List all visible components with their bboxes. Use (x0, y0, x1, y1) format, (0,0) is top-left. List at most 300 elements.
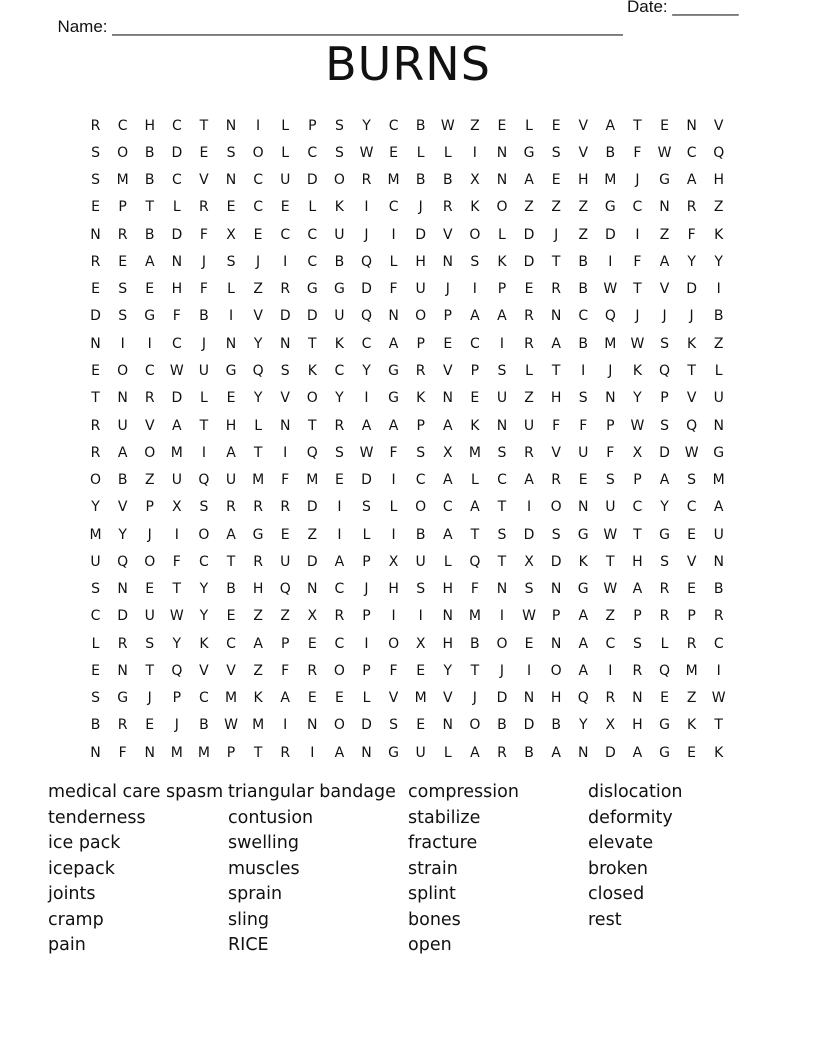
grid-letter: L (172, 199, 181, 216)
grid-letter: E (660, 690, 669, 707)
grid-letter: S (91, 581, 100, 598)
grid-letter: G (659, 526, 670, 543)
grid-letter: A (632, 581, 643, 598)
grid-letter: H (632, 717, 643, 734)
grid-letter: L (362, 526, 371, 543)
grid-letter: A (442, 526, 453, 543)
grid-letter: F (199, 281, 208, 298)
grid-letter: P (660, 390, 669, 407)
grid-letter: N (686, 117, 697, 134)
grid-letter: T (606, 553, 615, 570)
grid-letter: S (334, 144, 344, 161)
grid-row (82, 194, 732, 221)
grid-letter: K (199, 635, 209, 652)
grid-row (82, 521, 732, 548)
grid-letter: O (333, 662, 345, 679)
grid-letter: C (334, 581, 345, 598)
grid-letter: C (388, 199, 399, 216)
grid-letter: E (687, 526, 697, 543)
grid-letter: R (605, 690, 616, 707)
grid-letter: F (389, 281, 398, 298)
grid-letter: J (635, 172, 640, 189)
grid-letter: N (496, 581, 508, 598)
grid-letter: B (578, 253, 589, 270)
grid-letter: M (387, 172, 400, 189)
grid-letter: N (442, 253, 453, 270)
word-bank (48, 780, 768, 959)
grid-row (82, 412, 732, 439)
grid-letter: C (171, 117, 182, 134)
grid-letter: D (496, 690, 508, 707)
grid-letter: J (472, 690, 477, 707)
grid-letter: I (581, 363, 586, 380)
grid-letter: L (416, 144, 425, 161)
grid-letter: K (334, 199, 344, 216)
grid-letter: O (198, 526, 210, 543)
grid-letter: V (686, 553, 697, 570)
grid-letter: Z (253, 608, 263, 625)
grid-letter: C (442, 499, 453, 516)
grid-letter: O (415, 499, 427, 516)
grid-letter: O (550, 662, 562, 679)
grid-row (82, 357, 732, 384)
grid-letter: L (254, 417, 263, 434)
grid-letter: E (578, 472, 588, 489)
word-list-item: dislocation (588, 782, 683, 802)
grid-letter: N (577, 744, 589, 761)
grid-letter: N (90, 744, 101, 761)
grid-letter: I (391, 526, 396, 543)
grid-letter: N (307, 581, 318, 598)
grid-letter: F (199, 226, 208, 243)
word-list-item: triangular bandage (228, 782, 396, 802)
grid-letter: V (442, 363, 453, 380)
grid-letter: L (308, 199, 317, 216)
grid-letter: X (172, 499, 182, 516)
grid-letter: N (144, 744, 155, 761)
grid-letter: S (145, 635, 155, 652)
grid-letter: E (443, 335, 453, 352)
grid-letter: P (118, 199, 127, 216)
grid-letter: C (144, 363, 155, 380)
grid-letter: R (524, 444, 534, 461)
grid-letter: E (416, 717, 426, 734)
word-list-item: bones (408, 909, 461, 930)
grid-letter: P (172, 690, 182, 707)
grid-letter: U (523, 417, 535, 434)
grid-letter: Y (253, 335, 263, 352)
date-field-label: Date: _______ (627, 0, 739, 16)
grid-letter: Q (279, 581, 291, 598)
grid-letter: J (499, 662, 505, 679)
grid-letter: Y (253, 390, 263, 407)
grid-letter: I (364, 390, 369, 407)
word-list-item: medical care spasm (48, 782, 224, 802)
grid-letter: T (199, 417, 209, 434)
grid-letter: Z (144, 472, 155, 489)
grid-letter: T (172, 581, 182, 598)
grid-letter: Z (713, 199, 724, 216)
grid-letter: C (497, 472, 507, 489)
word-list-item: splint (408, 884, 456, 904)
grid-letter: A (659, 472, 670, 489)
grid-letter: R (280, 744, 291, 761)
grid-row (82, 221, 732, 248)
grid-letter: W (630, 335, 645, 352)
word-list-item: deformity (588, 807, 673, 828)
grid-letter: O (90, 472, 102, 489)
word-list-item: contusion (228, 807, 314, 828)
grid-letter: V (280, 390, 290, 407)
grid-letter: N (225, 172, 237, 189)
grid-letter: D (550, 553, 562, 570)
grid-letter: D (306, 499, 318, 516)
grid-letter: C (632, 199, 643, 216)
grid-letter: P (280, 635, 290, 652)
grid-letter: I (608, 253, 613, 270)
grid-letter: R (90, 417, 101, 434)
grid-letter: B (226, 581, 236, 598)
grid-letter: C (307, 253, 318, 270)
grid-letter: C (90, 608, 101, 625)
word-list-item: open (408, 935, 452, 955)
grid-letter: K (416, 390, 426, 407)
grid-letter: B (144, 144, 155, 161)
grid-letter: T (145, 662, 155, 679)
grid-letter: Z (253, 281, 263, 298)
grid-letter: H (225, 417, 237, 434)
grid-letter: T (551, 363, 561, 380)
grid-letter: B (415, 117, 426, 134)
grid-letter: E (470, 390, 480, 407)
grid-letter: Y (362, 363, 371, 380)
grid-letter: V (199, 662, 209, 679)
grid-letter: E (145, 581, 155, 598)
grid-letter: S (199, 499, 209, 516)
grid-row (82, 630, 732, 657)
grid-letter: N (496, 144, 508, 161)
grid-letter: W (684, 444, 699, 461)
grid-letter: Y (91, 499, 100, 516)
grid-letter: I (283, 444, 288, 461)
grid-letter: A (388, 417, 399, 434)
grid-letter: M (468, 608, 481, 625)
grid-letter: T (470, 526, 480, 543)
grid-letter: U (334, 308, 345, 325)
word-list-item: joints (48, 884, 96, 904)
grid-letter: C (171, 172, 182, 189)
grid-letter: N (117, 390, 128, 407)
grid-letter: T (633, 526, 642, 543)
grid-letter: T (308, 335, 317, 352)
grid-letter: K (687, 335, 697, 352)
grid-letter: S (470, 253, 480, 270)
grid-letter: A (470, 308, 480, 325)
grid-letter: Z (551, 199, 561, 216)
grid-letter: S (389, 717, 399, 734)
grid-letter: X (605, 717, 616, 734)
grid-letter: F (389, 444, 398, 461)
grid-letter: N (442, 390, 453, 407)
grid-letter: R (90, 253, 101, 270)
grid-letter: S (632, 635, 642, 652)
grid-letter: B (144, 172, 155, 189)
grid-letter: C (334, 635, 345, 652)
grid-letter: I (337, 499, 342, 516)
grid-letter: I (283, 253, 288, 270)
grid-letter: V (117, 499, 128, 516)
grid-letter: F (633, 253, 642, 270)
grid-letter: T (551, 253, 561, 270)
grid-letter: D (306, 172, 318, 189)
grid-letter: O (415, 308, 427, 325)
grid-letter: A (226, 526, 236, 543)
grid-letter: F (579, 417, 588, 434)
grid-letter: F (281, 662, 290, 679)
grid-letter: D (279, 308, 291, 325)
grid-letter: O (306, 390, 318, 407)
grid-letter: I (391, 226, 396, 243)
grid-letter: A (686, 172, 697, 189)
grid-letter: A (226, 444, 236, 461)
grid-letter: Q (713, 144, 725, 161)
grid-letter: E (334, 472, 344, 489)
grid-letter: O (469, 226, 481, 243)
grid-letter: H (713, 172, 724, 189)
grid-row (82, 439, 732, 466)
grid-letter: G (333, 281, 345, 298)
grid-letter: A (578, 662, 589, 679)
word-column (48, 780, 228, 959)
grid-letter: G (144, 308, 156, 325)
grid-letter: T (470, 662, 480, 679)
grid-letter: M (116, 172, 129, 189)
grid-letter: D (415, 226, 427, 243)
grid-row (82, 712, 732, 739)
grid-letter: S (118, 308, 128, 325)
grid-letter: T (497, 553, 507, 570)
grid-letter: O (550, 499, 562, 516)
grid-letter: L (498, 226, 506, 243)
grid-letter: S (416, 444, 426, 461)
grid-letter: T (633, 117, 642, 134)
grid-letter: C (578, 308, 589, 325)
grid-letter: K (714, 744, 724, 761)
grid-letter: A (524, 172, 534, 189)
grid-letter: N (279, 335, 291, 352)
grid-letter: L (714, 363, 723, 380)
grid-letter: G (577, 581, 589, 598)
grid-letter: E (551, 172, 561, 189)
grid-letter: P (551, 608, 561, 625)
grid-letter: Q (360, 308, 372, 325)
grid-letter: I (364, 635, 369, 652)
grid-letter: V (551, 444, 561, 461)
grid-letter: N (117, 581, 128, 598)
word-list-item: swelling (228, 833, 299, 853)
grid-letter: K (334, 335, 344, 352)
grid-letter: V (388, 690, 399, 707)
grid-letter: D (604, 226, 616, 243)
grid-letter: J (201, 253, 206, 270)
grid-letter: I (201, 444, 206, 461)
grid-letter: E (551, 117, 561, 134)
grid-letter: I (120, 335, 125, 352)
grid-letter: C (361, 335, 372, 352)
grid-letter: C (388, 117, 399, 134)
grid-letter: R (90, 444, 101, 461)
grid-letter: V (253, 308, 263, 325)
word-list-item: icepack (48, 858, 115, 879)
grid-letter: O (333, 717, 345, 734)
grid-letter: G (388, 390, 399, 407)
grid-letter: M (170, 744, 183, 761)
grid-letter: W (522, 608, 536, 625)
grid-letter: W (603, 281, 618, 298)
grid-letter: Q (117, 553, 129, 570)
grid-letter: G (225, 363, 237, 380)
grid-letter: Z (578, 199, 589, 216)
grid-letter: E (280, 526, 290, 543)
grid-row (82, 112, 732, 139)
grid-letter: E (226, 608, 236, 625)
grid-letter: V (442, 226, 453, 243)
grid-letter: K (687, 717, 697, 734)
grid-letter: B (415, 172, 426, 189)
grid-letter: E (91, 363, 100, 380)
grid-letter: R (199, 199, 209, 216)
grid-letter: F (470, 581, 479, 598)
grid-letter: I (635, 226, 640, 243)
word-list-item: RICE (228, 935, 269, 955)
grid-letter: I (256, 117, 261, 134)
grid-letter: U (171, 472, 182, 489)
grid-letter: D (90, 308, 101, 325)
grid-letter: S (524, 581, 534, 598)
grid-row (82, 167, 732, 194)
grid-letter: Y (578, 717, 588, 734)
grid-letter: L (389, 253, 398, 270)
grid-letter: P (416, 417, 425, 434)
grid-letter: W (630, 417, 645, 434)
grid-letter: E (91, 662, 100, 679)
word-list-item: rest (588, 909, 622, 930)
grid-letter: C (253, 199, 263, 216)
grid-letter: B (497, 717, 507, 734)
grid-letter: I (391, 472, 396, 489)
grid-letter: J (201, 335, 206, 352)
grid-letter: R (90, 117, 101, 134)
grid-letter: Q (604, 308, 616, 325)
grid-row (82, 139, 732, 166)
grid-letter: J (689, 308, 694, 325)
grid-letter: K (714, 226, 724, 243)
grid-letter: J (418, 199, 423, 216)
grid-letter: B (334, 253, 345, 270)
grid-letter: X (388, 553, 399, 570)
grid-letter: R (415, 363, 426, 380)
grid-letter: A (578, 608, 589, 625)
grid-letter: F (687, 226, 696, 243)
grid-letter: L (525, 363, 533, 380)
grid-letter: S (497, 444, 507, 461)
grid-letter: J (662, 308, 667, 325)
grid-letter: E (118, 253, 128, 270)
grid-letter: U (225, 472, 237, 489)
grid-letter: N (442, 608, 453, 625)
grid-letter: R (307, 662, 318, 679)
grid-letter: X (524, 553, 534, 570)
grid-letter: R (253, 499, 263, 516)
word-list-item: sling (228, 909, 270, 930)
grid-letter: A (578, 635, 589, 652)
grid-letter: U (578, 444, 589, 461)
grid-letter: A (470, 744, 480, 761)
grid-letter: H (442, 635, 454, 652)
grid-letter: W (657, 144, 672, 161)
name-field-label: Name: ______________________________________________________ (57, 17, 623, 36)
grid-letter: J (635, 308, 640, 325)
grid-letter: T (308, 417, 317, 434)
grid-letter: Z (578, 226, 589, 243)
grid-letter: H (442, 581, 454, 598)
grid-row (82, 466, 732, 493)
grid-letter: U (415, 281, 426, 298)
grid-letter: D (361, 472, 372, 489)
grid-letter: N (496, 172, 508, 189)
grid-letter: G (252, 526, 264, 543)
grid-letter: S (334, 117, 344, 134)
word-list-item: sprain (228, 884, 283, 904)
grid-letter: B (90, 717, 101, 734)
grid-letter: R (334, 417, 345, 434)
grid-letter: K (578, 553, 588, 570)
grid-letter: J (364, 226, 369, 243)
word-list-item: ice pack (48, 833, 121, 853)
grid-letter: S (660, 553, 669, 570)
grid-letter: N (171, 253, 183, 270)
grid-letter: Z (605, 608, 616, 625)
grid-letter: P (362, 608, 371, 625)
grid-letter: S (91, 144, 100, 161)
grid-letter: A (605, 117, 616, 134)
grid-letter: A (172, 417, 182, 434)
grid-letter: S (118, 281, 128, 298)
grid-letter: U (90, 553, 101, 570)
grid-letter: C (469, 335, 480, 352)
grid-letter: C (280, 226, 291, 243)
grid-letter: B (578, 335, 589, 352)
grid-letter: N (90, 335, 101, 352)
grid-letter: Y (633, 390, 642, 407)
grid-letter: V (659, 281, 670, 298)
grid-letter: A (551, 335, 561, 352)
grid-letter: D (171, 390, 183, 407)
grid-letter: D (361, 281, 372, 298)
grid-letter: S (497, 526, 507, 543)
grid-letter: B (713, 308, 724, 325)
grid-letter: E (226, 390, 236, 407)
grid-letter: E (91, 281, 100, 298)
grid-letter: T (145, 199, 155, 216)
grid-letter: B (415, 526, 426, 543)
grid-letter: S (226, 144, 236, 161)
grid-letter: E (416, 662, 426, 679)
grid-letter: K (307, 363, 317, 380)
grid-letter: Q (360, 253, 372, 270)
grid-letter: T (633, 281, 642, 298)
grid-letter: Z (280, 608, 290, 625)
